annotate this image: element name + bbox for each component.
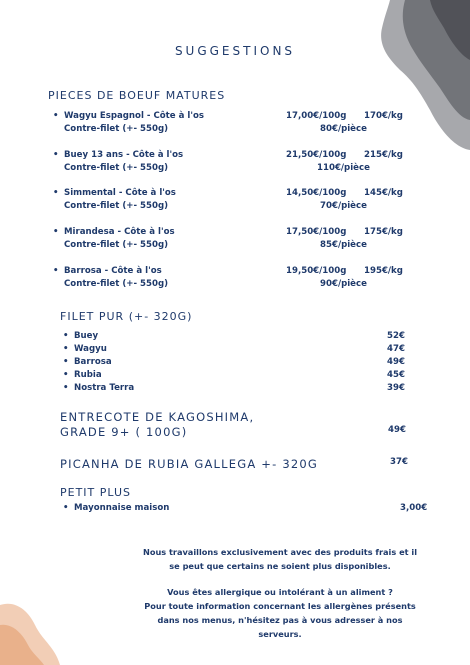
watercolor-decoration-top: [360, 0, 470, 150]
item-name: • Wagyu Espagnol - Côte à l'os: [64, 111, 204, 121]
entrecote-price: 49€: [388, 425, 406, 435]
section-heading-picanha: PICANHA DE RUBIA GALLEGA +- 320G: [60, 457, 318, 471]
page-title: SUGGESTIONS: [174, 44, 296, 58]
item-price: 39€: [387, 383, 405, 393]
item-name: • Buey: [74, 331, 98, 341]
price-per-piece: 80€/pièce: [320, 124, 367, 134]
price-per-100g: 21,50€/100g: [286, 150, 347, 160]
item-name: • Wagyu: [74, 344, 107, 354]
price-per-kg: 215€/kg: [364, 150, 403, 160]
item-name: • Rubia: [74, 370, 102, 380]
entrecote-line2: GRADE 9+ ( 100G): [60, 425, 188, 439]
price-per-100g: 14,50€/100g: [286, 188, 347, 198]
price-per-kg: 195€/kg: [364, 266, 403, 276]
section-heading-petit-plus: PETIT PLUS: [60, 486, 132, 499]
allergen-note: [130, 585, 430, 641]
item-price: 47€: [387, 344, 405, 354]
item-name: • Mirandesa - Côte à l'os: [64, 227, 175, 237]
item-price: 3,00€: [400, 503, 428, 513]
item-name: • Nostra Terra: [74, 383, 134, 393]
watercolor-decoration-bottom: [0, 595, 70, 665]
note-line: serveurs.: [258, 629, 302, 639]
price-per-piece: 70€/pièce: [320, 201, 367, 211]
item-name: • Barrosa: [74, 357, 112, 367]
section-heading-matures: PIECES DE BOEUF MATURES: [48, 89, 226, 102]
item-detail: Contre-filet (+- 550g): [64, 240, 169, 250]
item-name: • Barrosa - Côte à l'os: [64, 266, 162, 276]
section-heading-entrecote: [60, 410, 254, 440]
section-heading-filet: FILET PUR (+- 320G): [60, 310, 193, 323]
item-detail: Contre-filet (+- 550g): [64, 279, 169, 289]
note-line: Nous travaillons exclusivement avec des produits frais et il: [142, 547, 418, 557]
item-detail: Contre-filet (+- 550g): [64, 201, 169, 211]
item-name: • Mayonnaise maison: [74, 503, 169, 513]
item-detail: Contre-filet (+- 550g): [64, 124, 169, 134]
note-line: se peut que certains ne soient plus disponibles.: [169, 561, 391, 571]
price-per-piece: 110€/pièce: [317, 163, 370, 173]
price-per-100g: 17,00€/100g: [286, 111, 347, 121]
price-per-piece: 85€/pièce: [320, 240, 367, 250]
price-per-100g: 19,50€/100g: [286, 266, 347, 276]
availability-note: [130, 545, 430, 573]
price-per-piece: 90€/pièce: [320, 279, 367, 289]
entrecote-line1: ENTRECOTE DE KAGOSHIMA,: [60, 410, 255, 424]
price-per-kg: 170€/kg: [364, 111, 403, 121]
note-line: Pour toute information concernant les allergènes présents: [144, 601, 416, 611]
note-line: Vous êtes allergique ou intolérant à un aliment ?: [167, 587, 393, 597]
item-price: 52€: [387, 331, 405, 341]
item-detail: Contre-filet (+- 550g): [64, 163, 169, 173]
price-per-100g: 17,50€/100g: [286, 227, 347, 237]
item-name: • Buey 13 ans - Côte à l'os: [64, 150, 183, 160]
note-line: dans nos menus, n'hésitez pas à vous adresser à nos: [157, 615, 403, 625]
price-per-kg: 175€/kg: [364, 227, 403, 237]
item-price: 45€: [387, 370, 405, 380]
item-name: • Simmental - Côte à l'os: [64, 188, 176, 198]
price-per-kg: 145€/kg: [364, 188, 403, 198]
item-price: 49€: [387, 357, 405, 367]
picanha-price: 37€: [390, 457, 408, 467]
